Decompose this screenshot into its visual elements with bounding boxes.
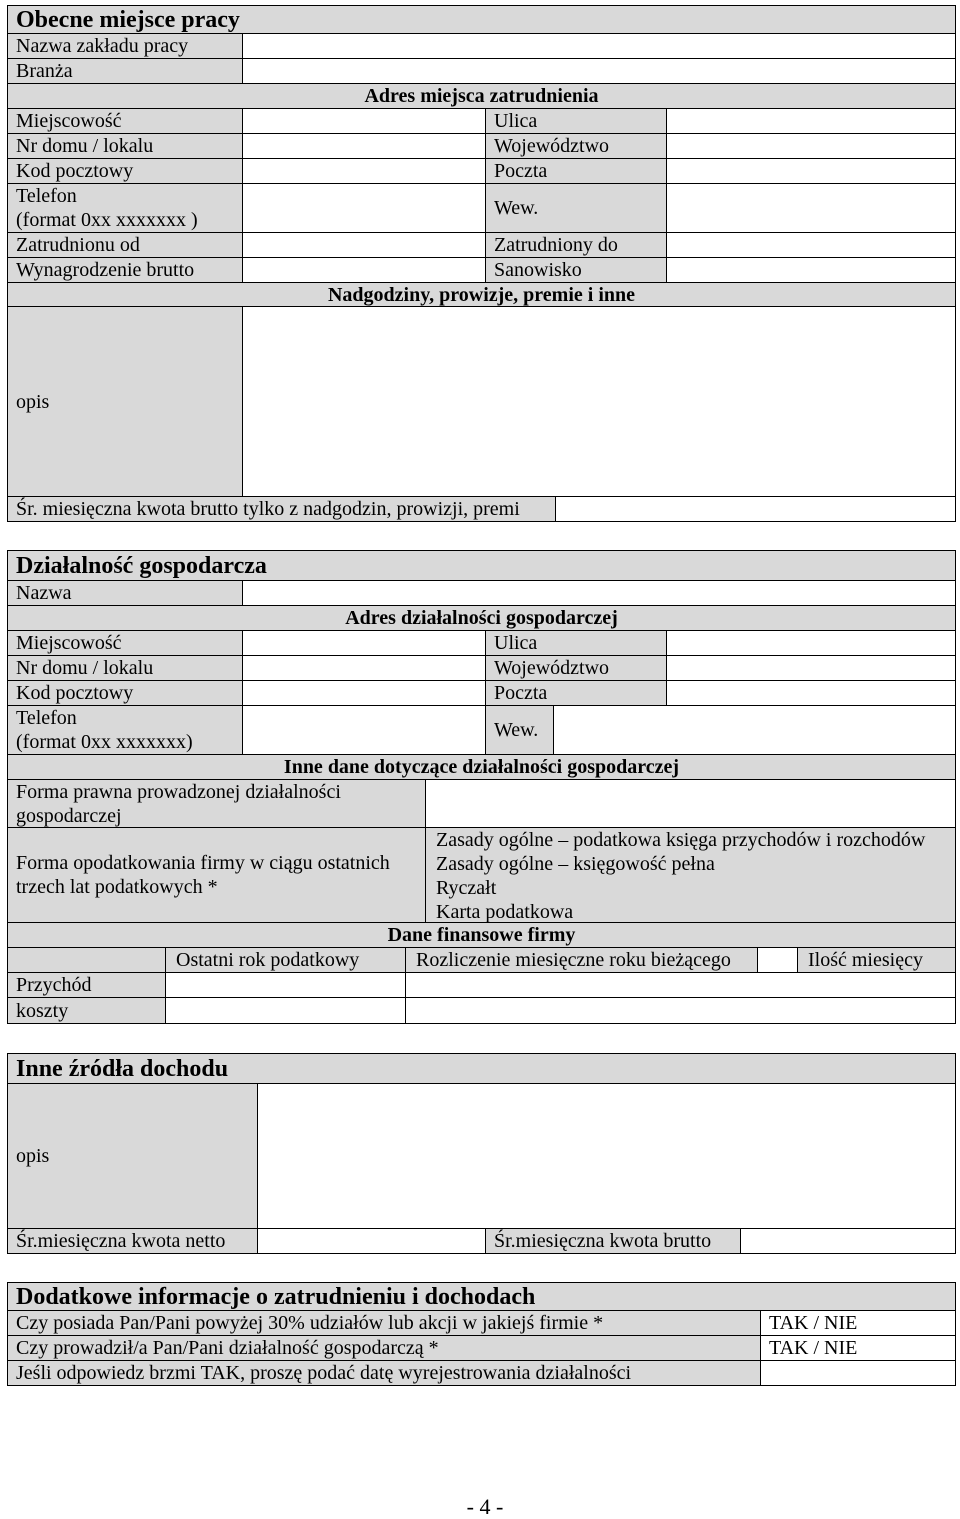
legal-form-field[interactable] [425,779,956,828]
financials-corner-cell [7,947,166,973]
post-office-label: Poczta [485,158,667,184]
phone-label [7,183,243,233]
house-number-label: Nr domu / lokalu [7,133,243,159]
taxation-options [425,827,956,923]
phone-label-text: Telefon [16,185,77,207]
employed-from-label: Zatrudnionu od [7,232,243,258]
business-city-field[interactable] [242,630,486,656]
taxation-form-label-line: Forma opodatkowania firmy w ciągu ostatnich [16,852,390,874]
industry-field[interactable] [242,58,956,84]
position-field[interactable] [666,257,956,283]
business-house-number-field[interactable] [242,655,486,681]
extension-label: Wew. [485,183,667,233]
business-title: Działalność gospodarcza [7,550,956,581]
business-extension-label: Wew. [485,705,554,755]
deregistration-date-field[interactable] [760,1360,956,1386]
taxation-form-label [7,827,426,923]
past-business-answer-field[interactable]: TAK / NIE [760,1335,956,1361]
extension-field[interactable] [666,183,956,233]
business-voivodeship-label: Województwo [485,655,667,681]
costs-row-label: koszty [7,997,166,1024]
workplace-address-header: Adres miejsca zatrudnienia [7,83,956,109]
other-income-description-field[interactable] [257,1083,956,1229]
business-other-data-header: Inne dane dotyczące działalności gospodarczej [7,754,956,780]
avg-monthly-gross-field[interactable] [740,1228,956,1254]
business-name-label: Nazwa [7,580,243,606]
city-field[interactable] [242,108,486,134]
business-extension-field[interactable] [553,705,956,755]
voivodeship-label: Województwo [485,133,667,159]
gross-salary-field[interactable] [242,257,486,283]
deregistration-date-label: Jeśli odpowiedz brzmi TAK, proszę podać datę wyrejestrowania działalności [7,1360,761,1386]
legal-form-label [7,779,426,828]
phone-format-hint: (format 0xx xxxxxxx ) [16,209,198,231]
phone-field[interactable] [242,183,486,233]
employer-name-label: Nazwa zakładu pracy [7,33,243,59]
avg-monthly-gross-label: Śr.miesięczna kwota brutto [485,1228,741,1254]
costs-last-year-field[interactable] [165,997,406,1024]
taxation-option-lump-sum[interactable]: Ryczałt [436,877,497,899]
other-income-description-label: opis [7,1083,258,1229]
past-business-question-label: Czy prowadził/a Pan/Pani działalność gospodarczą * [7,1335,761,1361]
page-number: - 4 - [466,1494,504,1519]
employer-name-field[interactable] [242,33,956,59]
months-count-field[interactable] [757,947,798,973]
last-tax-year-column-header: Ostatni rok podatkowy [165,947,406,973]
business-address-header: Adres działalności gospodarczej [7,605,956,631]
business-post-office-label: Poczta [485,680,667,706]
shares-question-label: Czy posiada Pan/Pani powyżej 30% udziałów lub akcji w jakiejś firmie * [7,1310,761,1336]
business-postal-code-label: Kod pocztowy [7,680,243,706]
employed-to-field[interactable] [666,232,956,258]
costs-current-year-field[interactable] [405,997,956,1024]
business-street-field[interactable] [666,630,956,656]
avg-monthly-net-label: Śr.miesięczna kwota netto [7,1228,258,1254]
post-office-field[interactable] [666,158,956,184]
business-city-label: Miejscowość [7,630,243,656]
industry-label: Branża [7,58,243,84]
street-label: Ulica [485,108,667,134]
postal-code-field[interactable] [242,158,486,184]
business-name-field[interactable] [242,580,956,606]
taxation-form-label-line: trzech lat podatkowych * [16,876,218,898]
avg-extras-gross-field[interactable] [555,496,956,522]
business-post-office-field[interactable] [666,680,956,706]
other-income-title: Inne źródła dochodu [7,1053,956,1084]
legal-form-label-line: gospodarczej [16,804,122,827]
current-employment-title: Obecne miejsce pracy [7,5,956,34]
city-label: Miejscowość [7,108,243,134]
employed-from-field[interactable] [242,232,486,258]
business-street-label: Ulica [485,630,667,656]
extras-header: Nadgodziny, prowizje, premie i inne [7,282,956,307]
current-year-monthly-column-header: Rozliczenie miesięczne roku bieżącego [405,947,758,973]
business-phone-format-hint: (format 0xx xxxxxxx) [16,731,193,753]
legal-form-label-line: Forma prawna prowadzonej działalności [16,780,341,803]
voivodeship-field[interactable] [666,133,956,159]
taxation-option-full-accounting[interactable]: Zasady ogólne – księgowość pełna [436,853,715,875]
gross-salary-label: Wynagrodzenie brutto [7,257,243,283]
revenue-current-year-field[interactable] [405,972,956,998]
taxation-option-general-ledger[interactable]: Zasady ogólne – podatkowa księga przychodów i rozchodów [436,829,926,851]
business-house-number-label: Nr domu / lokalu [7,655,243,681]
postal-code-label: Kod pocztowy [7,158,243,184]
business-phone-label [7,705,243,755]
avg-extras-gross-label: Śr. miesięczna kwota brutto tylko z nadgodzin, prowizji, premi [7,496,556,522]
revenue-last-year-field[interactable] [165,972,406,998]
house-number-field[interactable] [242,133,486,159]
extras-description-label: opis [7,306,243,497]
additional-info-title: Dodatkowe informacje o zatrudnieniu i dochodach [7,1282,956,1311]
business-phone-field[interactable] [242,705,486,755]
employed-to-label: Zatrudniony do [485,232,667,258]
months-count-label: Ilość miesięcy [797,947,956,973]
taxation-option-tax-card[interactable]: Karta podatkowa [436,901,574,923]
shares-answer-field[interactable]: TAK / NIE [760,1310,956,1336]
position-label: Sanowisko [485,257,667,283]
financials-header: Dane finansowe firmy [7,922,956,948]
avg-monthly-net-field[interactable] [257,1228,486,1254]
revenue-row-label: Przychód [7,972,166,998]
business-voivodeship-field[interactable] [666,655,956,681]
extras-description-field[interactable] [242,306,956,497]
street-field[interactable] [666,108,956,134]
business-phone-label-text: Telefon [16,707,77,729]
business-postal-code-field[interactable] [242,680,486,706]
